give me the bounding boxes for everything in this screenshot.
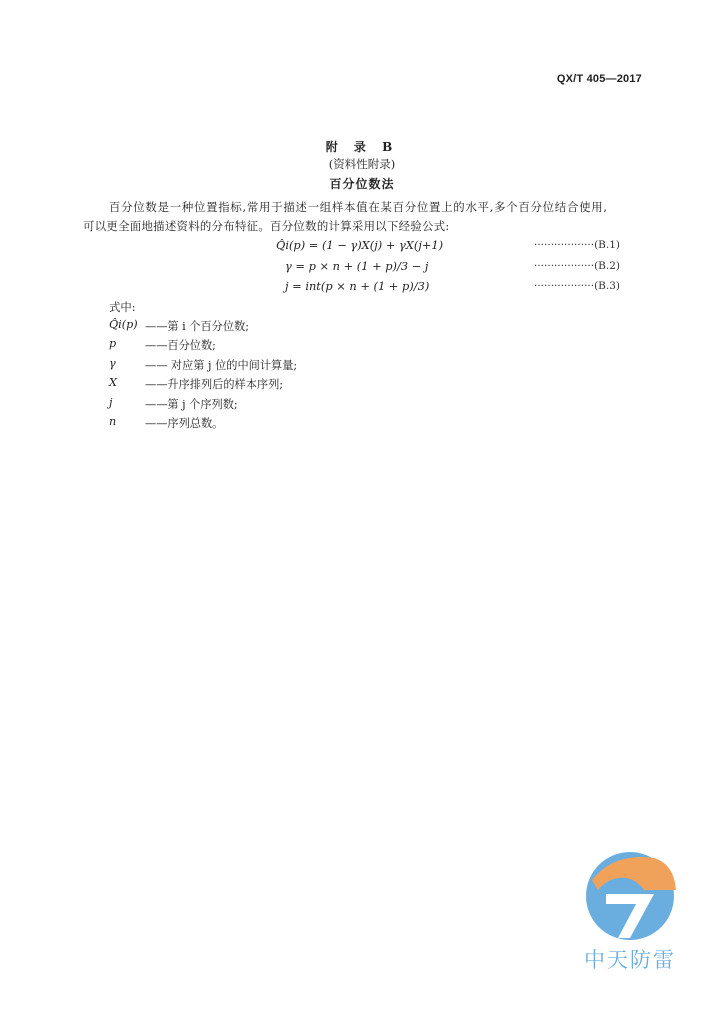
where-symbol: n [109,415,117,428]
where-symbol: Q̂i(p) [109,318,138,331]
where-symbol: X [109,376,117,389]
where-symbol: p [109,337,117,350]
formula-b1-ref: ··················(B.1) [534,239,621,251]
where-desc: —— 对应第 j 位的中间计算量; [145,359,298,372]
where-desc: ——第 i 个百分位数; [145,320,249,333]
watermark-text: 中天防雷 [584,948,676,972]
where-item-n [109,415,409,433]
formula-b3: j = int(p × n + (1 + p)/3) [285,279,430,293]
where-desc: ——百分位数; [145,339,216,352]
where-desc: ——升序排列后的样本序列; [145,378,284,391]
formula-b2: γ = p × n + (1 + p)/3 − j [285,259,429,273]
where-desc: ——第 j 个序列数; [145,398,238,411]
appendix-label: 附 录 B [325,140,399,154]
page-number: 9 [626,926,632,935]
formula-b3-ref: ··················(B.3) [534,280,621,292]
where-item-x [109,376,409,394]
where-heading: 式中: [109,300,136,314]
where-item-gamma [109,357,409,375]
intro-line-1: 百分位数是一种位置指标,常用于描述一组样本值在某百分位置上的水平,多个百分位结合使用, [109,200,608,214]
where-symbol: γ [109,357,116,370]
standard-code: QX/T 405—2017 [556,73,642,85]
intro-line-2: 可以更全面地描述资料的分布特征。百分位数的计算采用以下经验公式: [83,219,450,233]
formula-b1: Q̂i(p) = (1 − γ)X(j) + γX(j+1) [276,238,444,252]
where-desc: ——序列总数。 [145,417,224,430]
formula-b2-ref: ··················(B.2) [534,260,621,272]
where-symbol: j [109,396,113,409]
appendix-title: 百分位数法 [329,177,395,191]
where-item-j [109,396,409,414]
appendix-type: (资料性附录) [328,157,396,171]
where-item-p [109,337,409,355]
where-item-q [109,318,409,336]
